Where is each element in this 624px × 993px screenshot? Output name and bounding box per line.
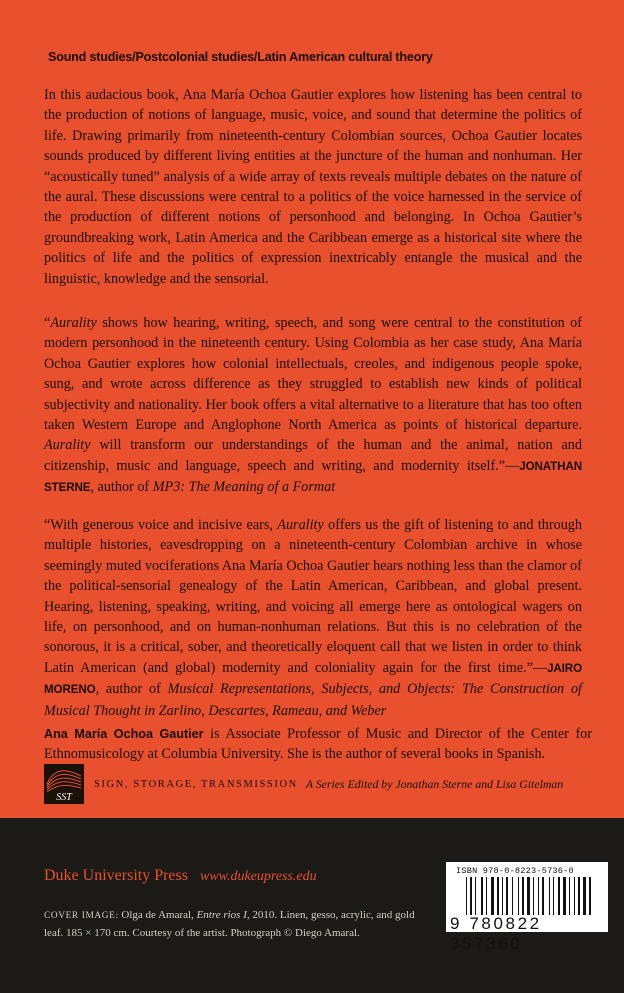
bio-text: is Associate Professor of Music and Director of the Center for Ethnomusicology at Columbia University. She is the author of several books in Spanish. (44, 726, 593, 763)
book-title-italic: Aurality (44, 437, 91, 454)
cover-credit (44, 907, 424, 942)
sst-series-logo (44, 764, 84, 804)
barcode-bar (569, 877, 570, 915)
endorsement-sterne (44, 313, 582, 499)
author-name: Ana María Ochoa Gautier (44, 727, 204, 741)
barcode-bar (512, 877, 513, 915)
barcode-bar (574, 877, 575, 915)
barcode-bar (558, 877, 560, 915)
barcode-bar (563, 877, 566, 915)
endorser-affiliation: , author of (95, 681, 168, 698)
barcode-bar (491, 877, 494, 915)
credit-work-title: Entre rios I (196, 909, 247, 921)
endorser-name: JONATHAN STERNE (44, 459, 582, 495)
barcode-bar (589, 877, 591, 915)
book-title-italic: Aurality (277, 517, 324, 533)
endorser-book: MP3: The Meaning of a Format (152, 479, 336, 496)
barcode-bar (475, 877, 476, 915)
barcode-bar (533, 877, 534, 915)
barcode-bar (522, 877, 524, 915)
barcode-bar (527, 877, 530, 915)
series-editors: A Series Edited by Jonathan Sterne and Lisa Gitelman (305, 776, 564, 791)
quote-mark: “ (44, 315, 51, 331)
barcode-bar (506, 877, 508, 915)
blurb-text: offers us the gift of listening to and through multiple histories, eavesdropping on a nineteenth-century Colombian archive in whose seemingly muted vociferations Ana María Ochoa Gautier hears nothing less than the clamor of the political-sensorial genealogy of the Latin American, Caribbean, and global present. Hearing, listening, speaking, writing, and voicing all emerge here as ontological wagers on life, on personhood, and on human-nonhuman relations. But this is no celebration of the sonorous, it is a critical, sober, and theoretically eloquent call that we listen in order to think Latin American (and global) modernity and coloniality again for the first time.”— (44, 517, 582, 676)
barcode-bar (481, 877, 483, 915)
barcode-bar (542, 877, 544, 915)
credit-label: COVER IMAGE: (44, 911, 119, 921)
book-description: In this audacious book, Ana María Ochoa Gautier explores how listening has been central to the production of notions of language, music, voice, and sound that determine the politics of life. Drawing primarily from nineteenth-century Colombian sources, Ochoa Gautier locates sounds produced by different living entities at the juncture of the human and nonhuman. Her “acoustically tuned” analysis of a wide array of texts reveals multiple debates on the nature of the aural. These discussions were central to a politics of the voice harnessed in the service of the production of different notions of personhood and belonging. In Ochoa Gautier’s groundbreaking work, Latin America and the Caribbean emerge as a historical site where the politics of life and the politics of expression inextricably entangle the musical and the linguistic, knowledge and the sensorial. (44, 87, 582, 287)
subject-category: Sound studies/Postcolonial studies/Latin American cultural theory (48, 50, 433, 64)
endorsement-moreno (44, 515, 582, 721)
series-name: SIGN, STORAGE, TRANSMISSION (94, 778, 298, 790)
barcode-bar (470, 877, 472, 915)
book-title-italic: Aurality (50, 315, 97, 331)
blurb-text: “With generous voice and incisive ears, (44, 517, 278, 533)
credit-artist: Olga de Amaral, (118, 909, 197, 921)
sound-wave-icon (44, 764, 84, 804)
endorser-affiliation: , author of (90, 479, 153, 496)
barcode-bar (583, 877, 586, 915)
isbn-label: ISBN 978-0-8223-5736-0 (456, 866, 574, 876)
barcode-bar (553, 877, 554, 915)
publisher-name: Duke University Press (44, 867, 188, 884)
publisher-line (44, 867, 317, 885)
barcode-bars (466, 877, 596, 915)
barcode-bar (549, 877, 550, 915)
barcode-bar (466, 877, 467, 915)
barcode-bar (486, 877, 487, 915)
barcode-bar (497, 877, 499, 915)
barcode-bar (578, 877, 580, 915)
barcode-bar (518, 877, 519, 915)
credit-details: , 2010. Linen, gesso, acrylic, and gold leaf. 185 × 170 cm. Courtesy of the artist. Photograph © Diego Amaral. (44, 909, 415, 939)
isbn-barcode (446, 862, 608, 953)
series-line (44, 762, 604, 806)
barcode-digits: 9 780822 357360 (450, 914, 542, 953)
logo-lettering: SST (56, 792, 72, 803)
barcode-bar (538, 877, 539, 915)
publisher-url[interactable]: www.dukeupress.edu (199, 869, 317, 884)
endorser-book: Musical Representations, Subjects, and Objects: The Construction of Musical Thought in Zarlino, Descartes, Rameau, and Weber (44, 681, 582, 719)
blurb-text: will transform our understandings of the human and the animal, nation and citizenship, music and language, speech and writing, and modernity itself.”— (44, 437, 582, 474)
author-bio (44, 724, 592, 765)
endorser-name: JAIRO MORENO (44, 661, 582, 697)
barcode-bar (502, 877, 503, 915)
blurb-text: shows how hearing, writing, speech, and song were central to the constitution of modern personhood in the nineteenth century. Using Colombia as her case study, Ana María Ochoa Gautier explores how colonial intellectuals, creoles, and indigenous people spoke, sung, and wrote across difference as they struggled to establish new kinds of political subjectivity and nationality. Her book offers a vital alternative to a literature that has too often taken Western Europe and Anglophone North America as points of historical departure. (44, 315, 582, 434)
